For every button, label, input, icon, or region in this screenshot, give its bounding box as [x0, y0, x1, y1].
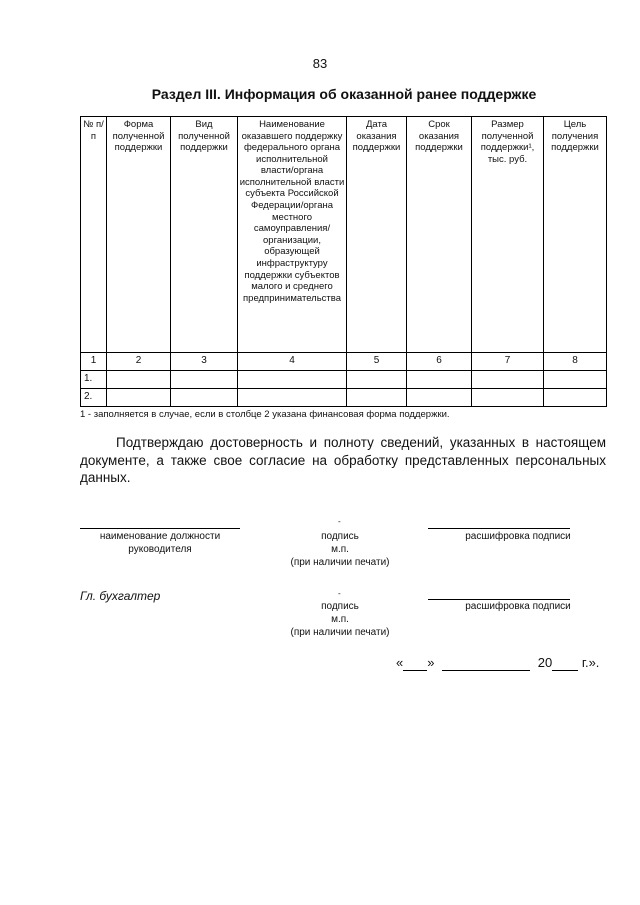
column-number: 2 — [107, 353, 171, 371]
header-term: Срок оказания поддержки — [407, 117, 472, 353]
header-support-form: Форма полученной поддержки — [107, 117, 171, 353]
header-date: Дата оказания поддержки — [347, 117, 407, 353]
signature-label: подпись — [321, 531, 359, 542]
day-blank — [403, 655, 427, 671]
accountant-signature-caption — [270, 601, 410, 639]
year-blank — [552, 655, 578, 671]
table-cell — [544, 371, 607, 389]
table-cell — [407, 389, 472, 407]
position-label-director: руководителя — [128, 543, 192, 555]
table-cell — [407, 371, 472, 389]
year-suffix: г.». — [581, 655, 600, 670]
month-blank — [442, 655, 530, 671]
stamp-note: (при наличии печати) — [290, 556, 390, 568]
signature-caption — [270, 531, 410, 569]
column-numbers-row — [81, 353, 607, 371]
stamp-note-2: (при наличии печати) — [290, 626, 390, 638]
table-header-row — [81, 117, 607, 353]
decoding-label-2: расшифровка подписи — [465, 601, 571, 612]
position-caption — [80, 531, 240, 557]
table-cell — [544, 389, 607, 407]
decoding-line-2 — [428, 599, 570, 600]
table-cell — [347, 371, 407, 389]
header-amount: Размер полученной поддержки¹, тыс. руб. — [472, 117, 544, 353]
decoding-line — [428, 528, 570, 529]
table-cell — [238, 389, 347, 407]
table-row — [81, 389, 607, 407]
signature-label-2: подпись — [321, 601, 359, 612]
table-cell — [472, 389, 544, 407]
position-label: наименование должности — [99, 531, 221, 542]
column-number: 4 — [238, 353, 347, 371]
table-cell — [107, 371, 171, 389]
table-cell — [171, 371, 238, 389]
header-number: № п/п — [81, 117, 107, 353]
accountant-label: Гл. бухгалтер — [80, 589, 161, 603]
table-cell — [347, 389, 407, 407]
table-cell — [171, 389, 238, 407]
signature-dash: - — [338, 517, 341, 526]
row-number: 2. — [81, 389, 107, 407]
table-row — [81, 371, 607, 389]
header-support-type: Вид полученной поддержки — [171, 117, 238, 353]
row-number: 1. — [81, 371, 107, 389]
stamp-label: м.п. — [331, 543, 349, 555]
page-number: 83 — [312, 56, 328, 71]
header-purpose: Цель получения поддержки — [544, 117, 607, 353]
date-line — [396, 655, 599, 671]
footnote: 1 - заполняется в случае, если в столбце 2 указана финансовая форма поддержки. — [80, 409, 450, 420]
table-cell — [107, 389, 171, 407]
column-number: 3 — [171, 353, 238, 371]
date-open-quote: « — [396, 655, 404, 670]
header-provider-name: Наименование оказавшего поддержку федерального органа исполнительной власти/органа исполнительной власти субъекта Российской Федерации/органа местного самоуправления/ организации, образующей инфраструктуру поддержки субъектов малого и среднего предпринимательства — [238, 117, 347, 353]
stamp-label-2: м.п. — [331, 613, 349, 625]
column-number: 5 — [347, 353, 407, 371]
support-table — [80, 116, 607, 407]
column-number: 6 — [407, 353, 472, 371]
decoding-label: расшифровка подписи — [465, 531, 571, 542]
table-cell — [238, 371, 347, 389]
confirmation-text: Подтверждаю достоверность и полноту сведений, указанных в настоящем документе, а также свое согласие на обработку представленных персональных данных. — [80, 435, 606, 486]
year-prefix: 20 — [537, 655, 553, 670]
section-title: Раздел III. Информация об оказанной ранее поддержке — [151, 86, 537, 102]
column-number: 7 — [472, 353, 544, 371]
date-close-quote: » — [427, 655, 435, 670]
column-number: 1 — [81, 353, 107, 371]
position-line — [80, 528, 240, 529]
table-cell — [472, 371, 544, 389]
column-number: 8 — [544, 353, 607, 371]
signature-dash-2: - — [338, 589, 341, 598]
